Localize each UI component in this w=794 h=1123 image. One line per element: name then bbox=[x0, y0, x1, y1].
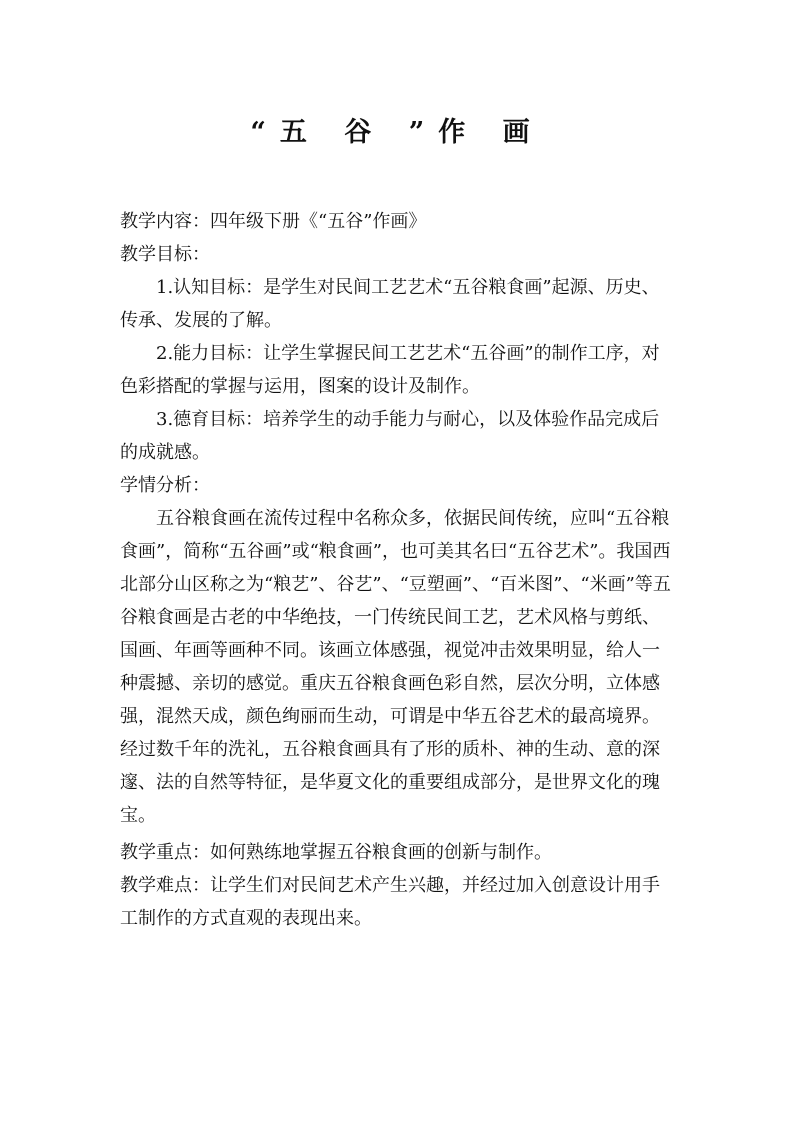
teaching-difficult-point: 教学难点：让学生们对民间艺术产生兴趣，并经过加入创意设计用手工制作的方式直观的表现出来。 bbox=[120, 875, 660, 929]
document-body bbox=[120, 205, 675, 935]
objective-item: 3.德育目标：培养学生的动手能力与耐心，以及体验作品完成后的成就感。 bbox=[120, 409, 660, 463]
student-analysis-label: 学情分析： bbox=[120, 475, 210, 496]
objective-item: 2.能力目标：让学生掌握民间工艺艺术“五谷画”的制作工序，对色彩搭配的掌握与运用，图案的设计及制作。 bbox=[120, 343, 660, 397]
objective-item: 1.认知目标：是学生对民间工艺艺术“五谷粮食画”起源、历史、传承、发展的了解。 bbox=[120, 277, 660, 331]
teaching-objectives-label: 教学目标： bbox=[120, 244, 210, 265]
teaching-key-point: 教学重点：如何熟练地掌握五谷粮食画的创新与制作。 bbox=[120, 842, 552, 863]
document-title: “五 谷 ”作 画 bbox=[250, 117, 544, 148]
teaching-content: 教学内容：四年级下册《“五谷”作画》 bbox=[120, 211, 427, 232]
student-analysis-text: 五谷粮食画在流传过程中名称众多，依据民间传统，应叫“五谷粮食画”，简称“五谷画”或“粮食画”，也可美其名曰“五谷艺术”。我国西北部分山区称之为“粮艺”、谷艺”、“豆塑画”、“百米图”、“米画”等五谷粮食画是古老的中华绝技，一门传统民间工艺，艺术风格与剪纸、国画、年画等画种不同。该画立体感强，视觉冲击效果明显，给人一种震撼、亲切的感觉。重庆五谷粮食画色彩自然，层次分明，立体感强，混然天成，颜色绚丽而生动，可谓是中华五谷艺术的最高境界。经过数千年的洗礼，五谷粮食画具有了形的质朴、神的生动、意的深邃、法的自然等特征，是华夏文化的重要组成部分，是世界文化的瑰宝。 bbox=[120, 508, 671, 826]
